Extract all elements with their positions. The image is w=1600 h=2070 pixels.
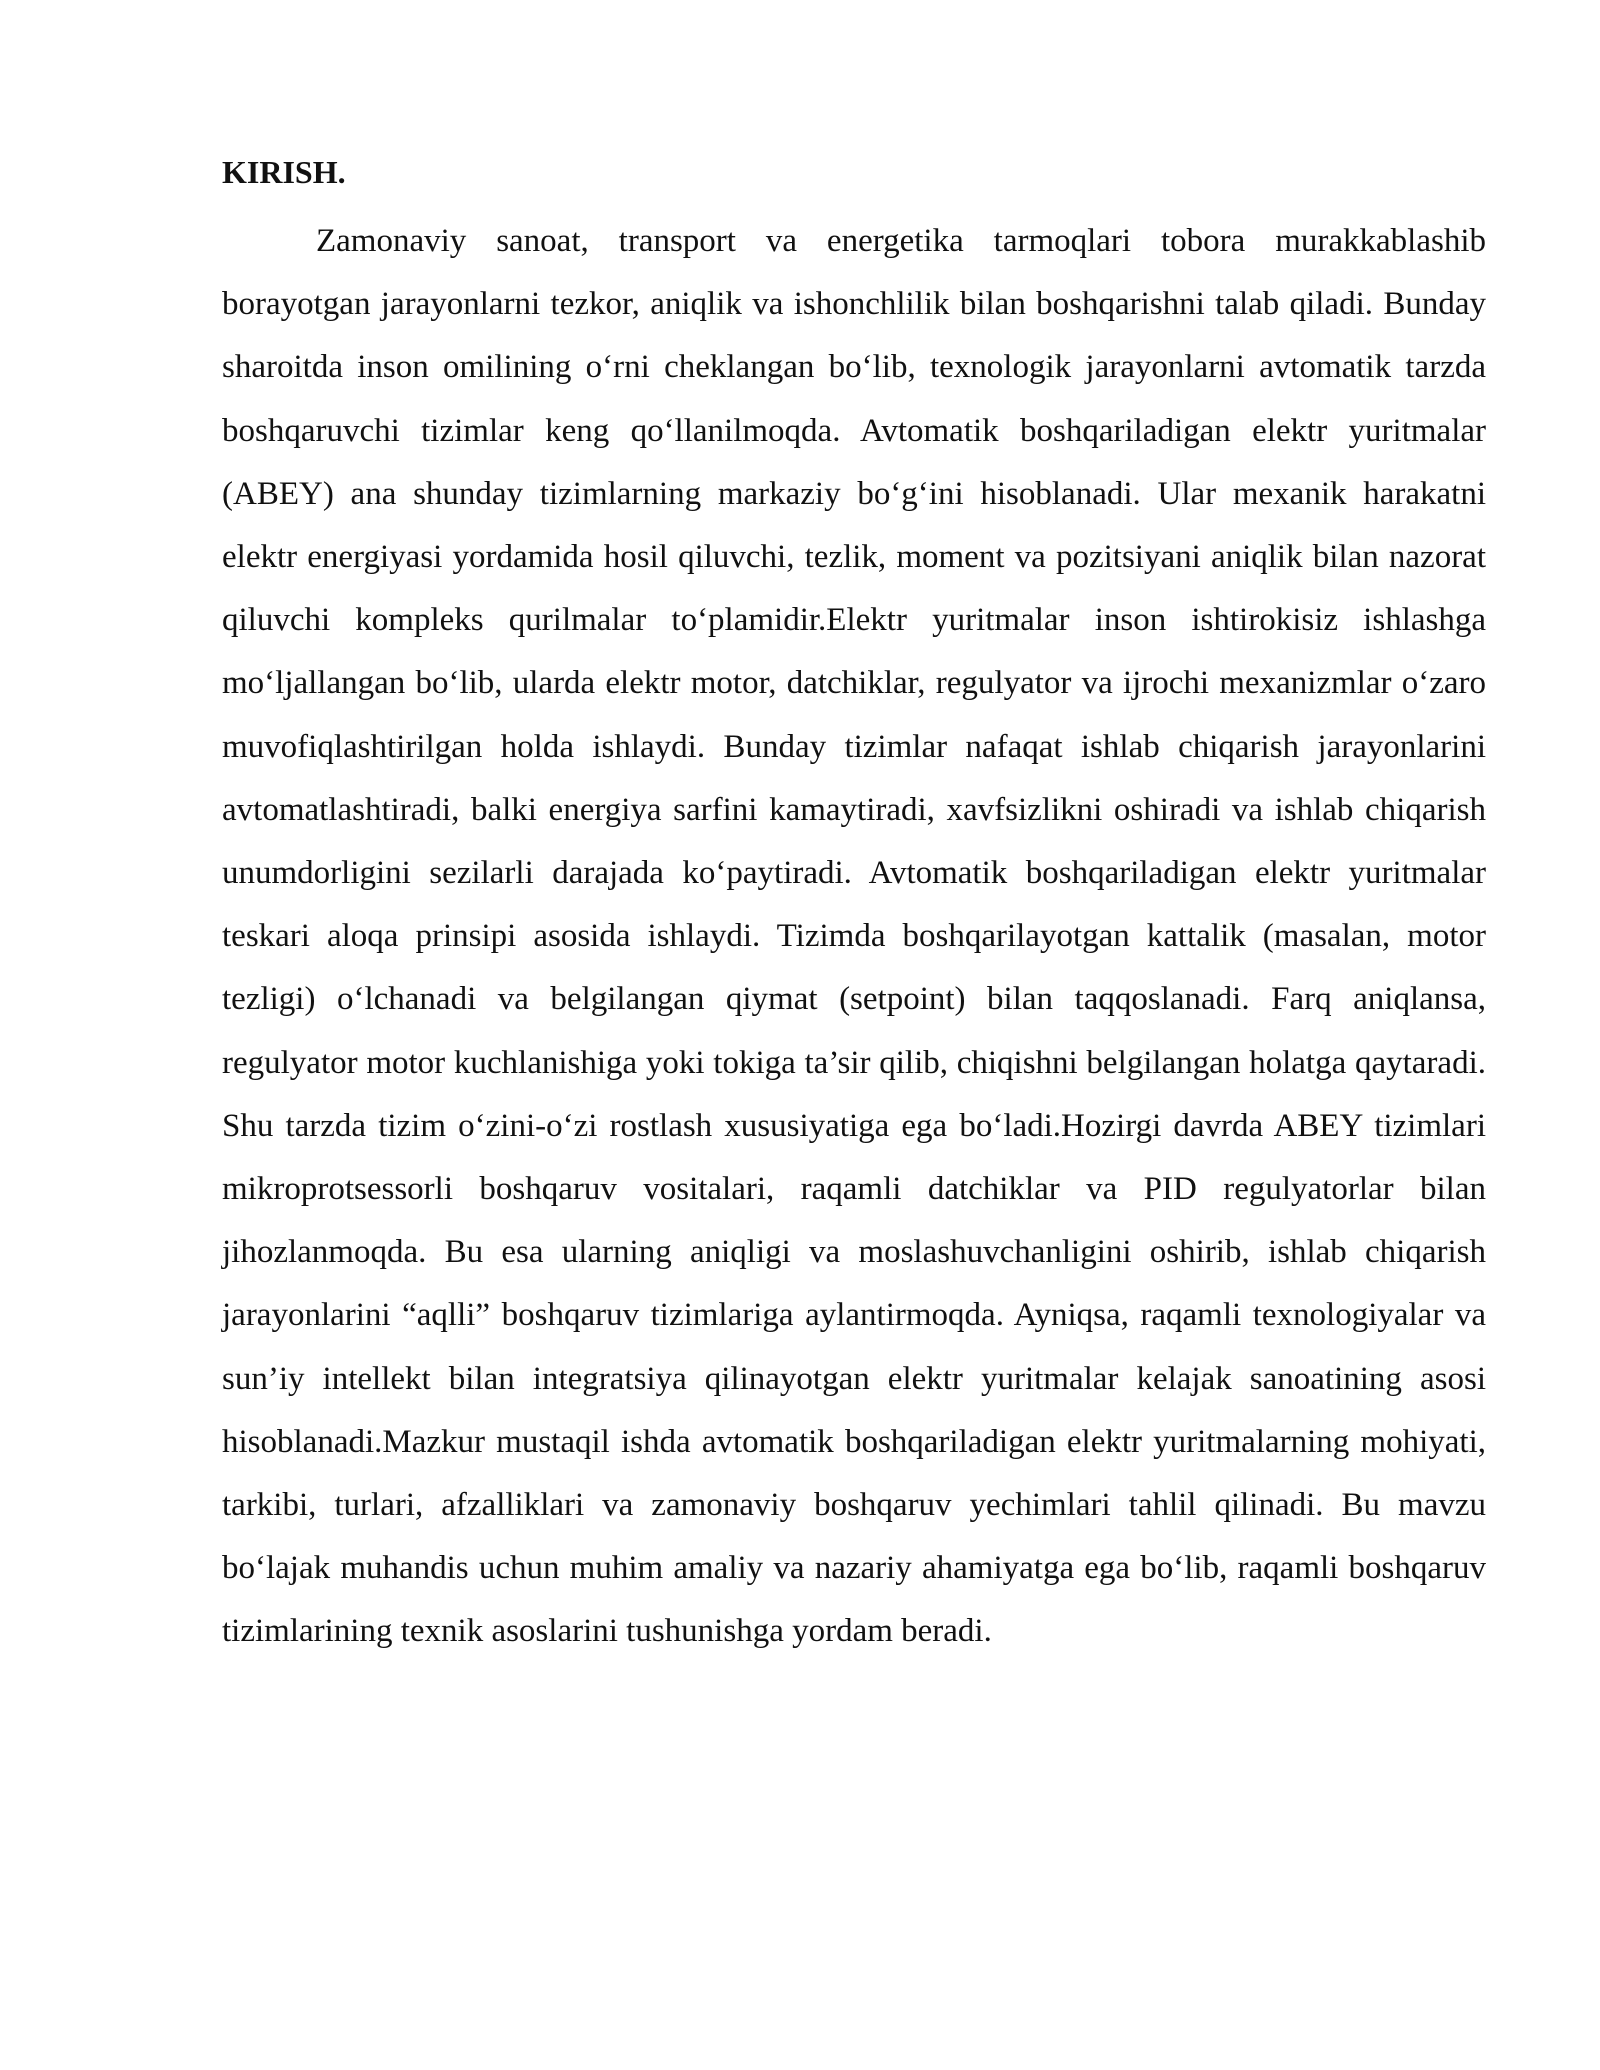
- body-paragraph: Zamonaviy sanoat, transport va energetika tarmoqlari tobora murakkablashib borayotgan jarayonlarni tezkor, aniqlik va ishonchlilik bilan boshqarishni talab qiladi. Bunday sharoitda inson omilining o‘rni cheklangan bo‘lib, texnologik jarayonlarni avtomatik tarzda boshqaruvchi tizimlar keng qo‘llanilmoqda. Avtomatik boshqariladigan elektr yuritmalar (ABEY) ana shunday tizimlarning markaziy bo‘g‘ini hisoblanadi. Ular mexanik harakatni elektr energiyasi yordamida hosil qiluvchi, tezlik, moment va pozitsiyani aniqlik bilan nazorat qiluvchi kompleks qurilmalar to‘plamidir.Elektr yuritmalar inson ishtirokisiz ishlashga mo‘ljallangan bo‘lib, ularda elektr motor, datchiklar, regulyator va ijrochi mexanizmlar o‘zaro muvofiqlashtirilgan holda ishlaydi. Bunday tizimlar nafaqat ishlab chiqarish jarayonlarini avtomatlashtiradi, balki energiya sarfini kamaytiradi, xavfsizlikni oshiradi va ishlab chiqarish unumdorligini sezilarli darajada ko‘paytiradi. Avtomatik boshqariladigan elektr yuritmalar teskari aloqa prinsipi asosida ishlaydi. Tizimda boshqarilayotgan kattalik (masalan, motor tezligi) o‘lchanadi va belgilangan qiymat (setpoint) bilan taqqoslanadi. Farq aniqlansa, regulyator motor kuchlanishiga yoki tokiga ta’sir qilib, chiqishni belgilangan holatga qaytaradi. Shu tarzda tizim o‘zini-o‘zi rostlash xususiyatiga ega bo‘ladi.Hozirgi davrda ABEY tizimlari mikroprotsessorli boshqaruv vositalari, raqamli datchiklar va PID regulyatorlar bilan jihozlanmoqda. Bu esa ularning aniqligi va moslashuvchanligini oshirib, ishlab chiqarish jarayonlarini “aqlli” boshqaruv tizimlariga aylantirmoqda. Ayniqsa, raqamli texnologiyalar va sun’iy intellekt bilan integratsiya qilinayotgan elektr yuritmalar kelajak sanoatining asosi hisoblanadi.Mazkur mustaqil ishda avtomatik boshqariladigan elektr yuritmalarning mohiyati, tarkibi, turlari, afzalliklari va zamonaviy boshqaruv yechimlari tahlil qilinadi. Bu mavzu bo‘lajak muhandis uchun muhim amaliy va nazariy ahamiyatga ega bo‘lib, raqamli boshqaruv tizimlarining texnik asoslarini tushunishga yordam beradi.: [222, 223, 1486, 1650]
- section-heading: KIRISH.: [222, 154, 346, 190]
- document-content: [222, 148, 1486, 1664]
